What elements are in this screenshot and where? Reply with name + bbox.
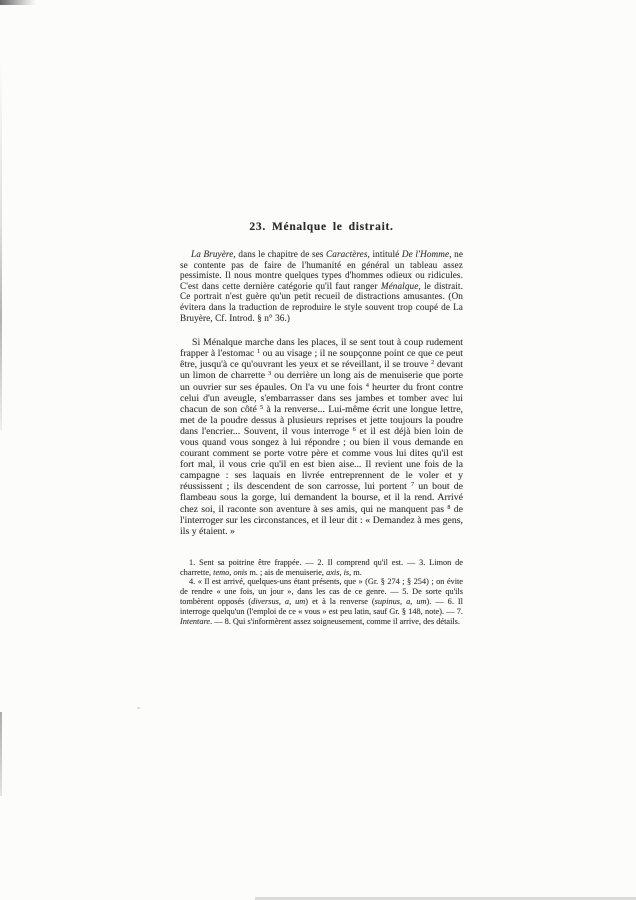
footnote-paragraph-1-3: 1. Sent sa poitrine être frappée. — 2. Il comprend qu'il est. — 3. Limon de charrette, temo, onis m. ; ais de menuiserie, axis, is, m. <box>180 557 463 577</box>
scan-smudge-top-left <box>0 0 36 5</box>
footnotes-block <box>180 558 463 627</box>
section-title: 23. Ménalque le distrait. <box>249 221 394 233</box>
intro-paragraph: La Bruyère, dans le chapitre de ses Caractères, intitulé De l'Homme, ne se contente pas de faire de l'humanité en général un tableau assez pessimiste. Il nous montre quelques types d'hommes odieux ou ridicules. C'est dans cette dernière catégorie qu'il faut ranger Ménalque, le distrait. Ce portrait n'est guère qu'un petit recueil de distractions amusantes. (On évitera dans la traduction de reproduire le style souvent trop coupé de La Bruyère, Cf. Introd. § n° 36.) <box>180 249 464 323</box>
scan-edge-line-upper <box>0 58 2 430</box>
main-text-paragraph: Si Ménalque marche dans les places, il se sent tout à coup rudement frapper à l'estomac $^1$ ou au visage ; il ne soupçonne point ce que ce peut être, jusqu'à ce qu'ouvrant les yeux et se réveillant, il se trouve $^2$ devant un limon de charrette $^3$ ou derrière un long ais de menuiserie que porte un ouvrier sur ses épaules. On l'a vu une fois $^4$ heurter du front contre celui d'un aveugle, s'embarrasser dans ses jambes et tomber avec lui chacun de son côté $^5$ à la renverse... Lui-même écrit une longue lettre, met de la poudre dessus à plusieurs reprises et jette toujours la poudre dans l'encrier... Souvent, il vous interroge $^6$ et il est déjà bien loin de vous quand vous songez à lui répondre ; ou bien il vous demande en courant comment se porte votre père et comme vous lui dites qu'il est fort mal, il vous crie qu'il en est bien aise... Il revient une fois de la campagne : ses laquais en livrée entreprennent de le voler et y réussissent ; ils descendent de son carrosse, lui portent $^7$ un bout de flambeau sous la gorge, lui demandent la bourse, et il la rend. Arrivé chez soi, il raconte son aventure à ses amis, qui ne manquent pas $^8$ de l'interroger sur les circonstances, et il leur dit : « Demandez à mes gens, ils y étaient. » <box>180 337 464 537</box>
text-column <box>180 221 463 626</box>
scan-edge-line-lower <box>0 712 2 796</box>
scan-speck <box>137 707 140 709</box>
footnote-paragraph-4-8: 4. « Il est arrivé, quelques-uns étant présents, que » (Gr. § 274 ; § 254) ; on évite de rendre « une fois, un jour », dans les cas de ce genre. — 5. De sorte qu'ils tombèrent opposés (diversus, a, um) et à la renverse (supinus, a, um). — 6. Il interroge quelqu'un (l'emploi de ce « vous » est peu latin, sauf Gr. § 148, note). — 7. Intentare. — 8. Qui s'informèrent assez soigneusement, comme il arrive, des détails. <box>180 577 463 626</box>
